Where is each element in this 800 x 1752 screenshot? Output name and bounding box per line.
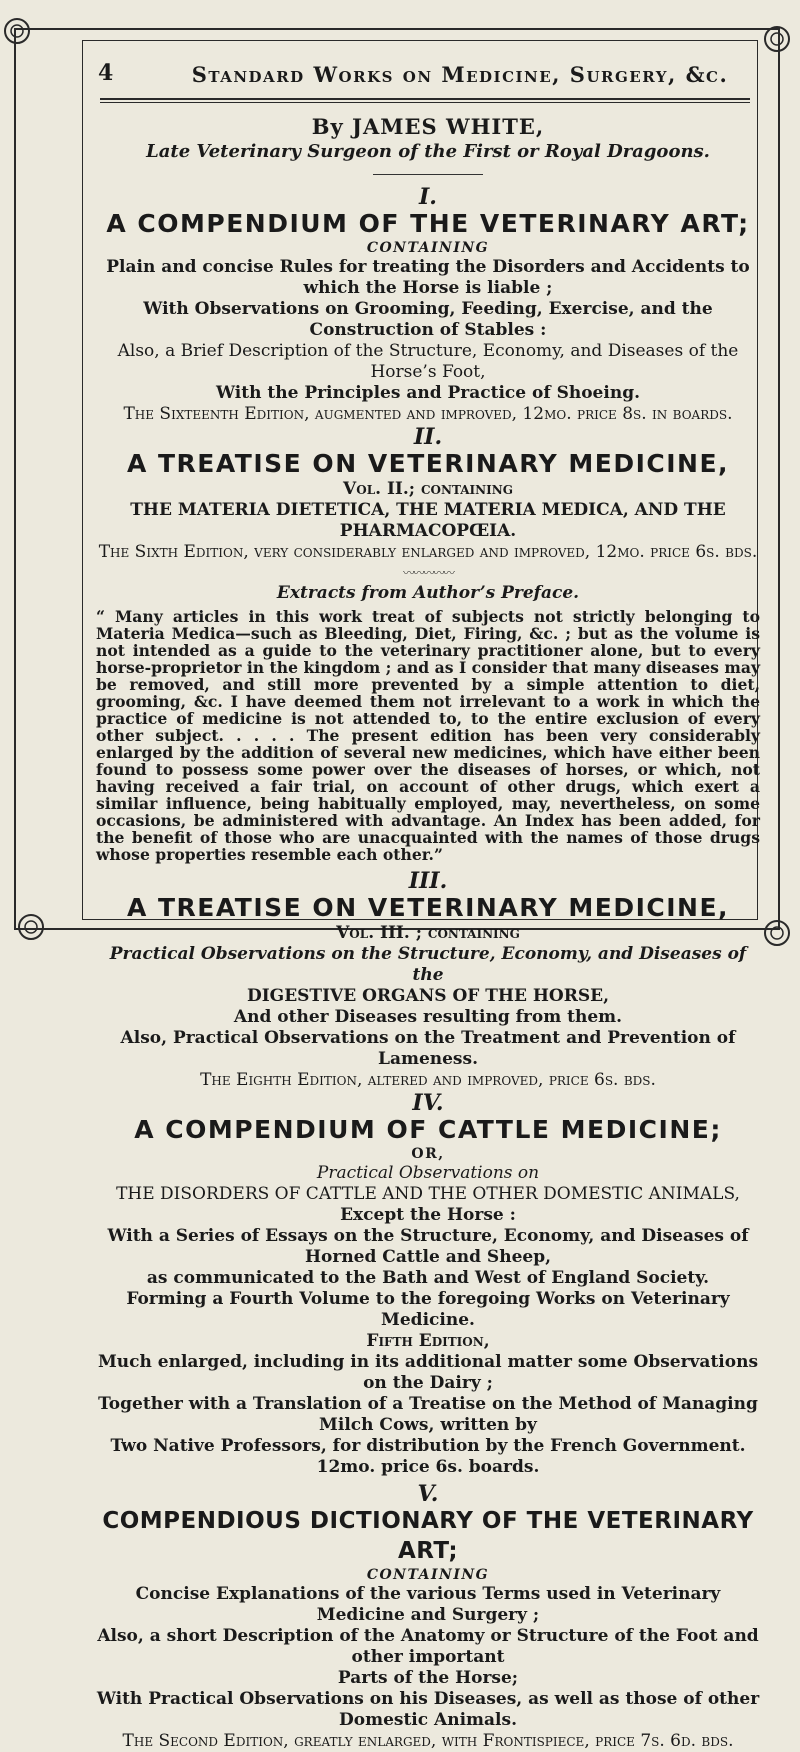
work-line: With Practical Observations on his Diseases, as well as those of other Domestic Animals. — [96, 1689, 760, 1730]
work-line: Much enlarged, including in its additional matter some Observations on the Dairy ; — [97, 1352, 759, 1393]
work-5 — [96, 1482, 760, 1752]
work-edition: The Second Edition, greatly enlarged, with Frontispiece, price 7s. 6d. bds. — [122, 1731, 734, 1751]
work-containing: CONTAINING — [366, 1567, 490, 1583]
work-volume: Vol. II.; containing — [343, 479, 513, 499]
work-title: A TREATISE ON VETERINARY MEDICINE, — [126, 893, 730, 922]
work-line: 12mo. price 6s. boards. — [316, 1457, 540, 1477]
work-title: A TREATISE ON VETERINARY MEDICINE, — [126, 449, 730, 478]
work-line: Also, Practical Observations on the Treatment and Prevention of Lameness. — [120, 1028, 736, 1069]
work-line: Plain and concise Rules for treating the Disorders and Accidents to which the Horse is liable ; — [106, 257, 750, 298]
work-title: A COMPENDIUM OF THE VETERINARY ART; — [106, 209, 750, 238]
work-line: as communicated to the Bath and West of England Society. — [146, 1268, 710, 1288]
work-line: Forming a Fourth Volume to the foregoing Works on Veterinary Medicine. — [126, 1289, 730, 1330]
work-numeral: II. — [413, 424, 443, 450]
work-containing: CONTAINING — [366, 240, 490, 256]
work-line: Together with a Translation of a Treatise on the Method of Managing Milch Cows, written by — [98, 1394, 758, 1435]
corner-ornament-icon — [14, 910, 48, 944]
work-line: DIGESTIVE ORGANS OF THE HORSE, — [246, 986, 610, 1006]
wavy-divider: 〰〰〰〰〰 — [402, 566, 453, 580]
work-numeral: I. — [419, 184, 437, 210]
work-numeral: IV. — [412, 1090, 444, 1116]
work-volume: Vol. III. ; containing — [336, 923, 520, 943]
work-line: THE MATERIA DIETETICA, THE MATERIA MEDICA, AND THE PHARMACOPŒIA. — [130, 500, 726, 541]
corner-ornament-icon — [0, 14, 34, 48]
work-line: Concise Explanations of the various Terms used in Veterinary Medicine and Surgery ; — [135, 1584, 721, 1625]
work-edition: The Sixteenth Edition, augmented and improved, 12mo. price 8s. in boards. — [123, 404, 733, 424]
work-line: With Observations on Grooming, Feeding, Exercise, and the Construction of Stables : — [143, 299, 713, 340]
page-number: 4 — [98, 60, 114, 86]
work-3 — [96, 869, 760, 1091]
work-line: And other Diseases resulting from them. — [233, 1007, 623, 1027]
work-line: With a Series of Essays on the Structure, Economy, and Diseases of Horned Cattle and Sheep, — [107, 1226, 749, 1267]
work-numeral: V. — [417, 1481, 439, 1507]
work-2 — [96, 425, 760, 863]
work-line: Also, a Brief Description of the Structure, Economy, and Diseases of the Horse’s Foot, — [117, 341, 739, 382]
header-rule — [100, 98, 750, 100]
work-edition: Fifth Edition, — [366, 1331, 490, 1351]
work-line: Parts of the Horse; — [337, 1668, 519, 1688]
work-numeral: III. — [408, 868, 448, 894]
work-line: Two Native Professors, for distribution by the French Government. — [110, 1436, 746, 1456]
author-byline: By JAMES WHITE, — [311, 114, 545, 139]
corner-ornament-icon — [760, 916, 794, 950]
corner-ornament-icon — [760, 22, 794, 56]
work-edition: The Eighth Edition, altered and improved, price 6s. bds. — [200, 1070, 656, 1090]
work-title: COMPENDIOUS DICTIONARY OF THE VETERINARY ART; — [102, 1508, 754, 1564]
work-subject: Practical Observations on — [316, 1163, 540, 1183]
work-line: With the Principles and Practice of Shoeing. — [215, 383, 640, 403]
page-header — [90, 60, 750, 90]
work-subject: Practical Observations on the Structure, Economy, and Diseases of the — [109, 944, 747, 985]
extract-text: “ Many articles in this work treat of subjects not strictly belonging to Materia Medica—such as Bleeding, Diet, Firing, &c. ; but as the volume is not intended as a guide to the veterinary practitioner alone, but to every horse-proprietor in the kingdom ; and as I consider that many diseases may be removed, and still more prevented by a simple attention to diet, grooming, &c. I have deemed them not irrelevant to a work in which the practice of medicine is not attended to, to the entire exclusion of every other subject. . . . . The present edition has been very considerably enlarged by the addition of several new medicines, which have either been found to possess some power over the diseases of horses, or which, not having received a fair trial, on account of other drugs, which exert a similar influence, being habitually employed, may, nevertheless, on some occasions, be administered with advantage. An Index has been added, for the benefit of those who are unacquainted with the names of those drugs whose properties resemble each other.” — [96, 607, 760, 864]
work-line: Except the Horse : — [340, 1205, 516, 1225]
author-subtitle: Late Veterinary Surgeon of the First or Royal Dragoons. — [146, 141, 710, 162]
work-or: OR, — [411, 1146, 445, 1162]
work-title: A COMPENDIUM OF CATTLE MEDICINE; — [134, 1115, 722, 1144]
work-line: THE DISORDERS OF CATTLE AND THE OTHER DOMESTIC ANIMALS, — [116, 1184, 740, 1204]
header-rule-thin — [100, 102, 750, 103]
work-edition: The Sixth Edition, very considerably enlarged and improved, 12mo. price 6s. bds. — [98, 542, 758, 562]
work-1 — [96, 185, 760, 425]
divider — [373, 174, 483, 175]
content — [96, 114, 760, 1752]
work-4 — [96, 1091, 760, 1478]
work-line: Also, a short Description of the Anatomy or Structure of the Foot and other important — [97, 1626, 759, 1667]
extract-heading: Extracts from Author’s Preface. — [276, 583, 580, 603]
running-head: Standard Works on Medicine, Surgery, &c. — [191, 62, 729, 87]
